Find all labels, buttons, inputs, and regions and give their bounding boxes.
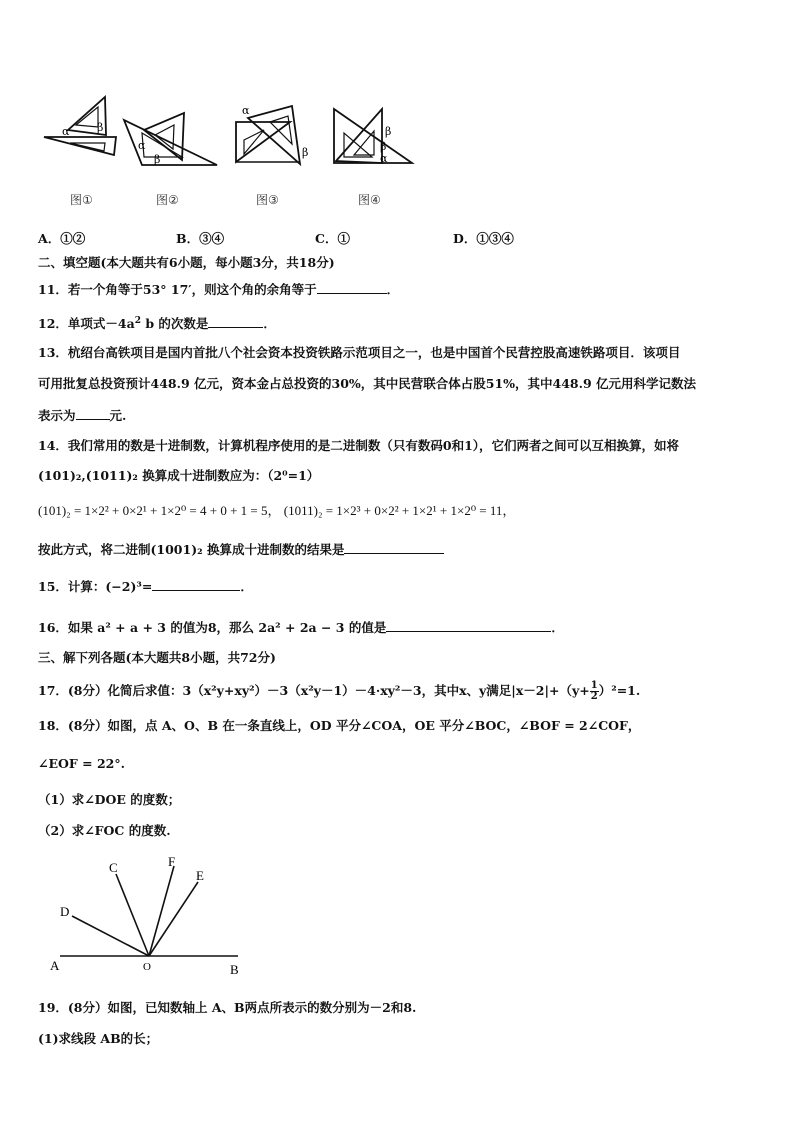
question-14-line-1: 14．我们常用的数是十进制数，计算机程序使用的是二进制数（只有数码0和1），它们两者之间可以互相换算，如将 — [38, 438, 680, 453]
beta-label: β — [154, 153, 161, 166]
q14-example-1: (101)₂ = 1×2² + 0×2¹ + 1×2⁰ = 4 + 0 + 1 = 5， — [38, 503, 281, 518]
alpha-label: α — [62, 125, 70, 138]
alpha-label: α — [380, 152, 388, 165]
q12-pre: 12．单项式－4a — [38, 316, 135, 332]
section-2-heading: 二、填空题(本大题共有6小题，每小题3分，共18分) — [38, 255, 335, 270]
q14-example-2: (1011)₂ = 1×2³ + 0×2² + 1×2¹ + 1×2⁰ = 11， — [283, 503, 516, 518]
q11-text: 11．若一个角等于53° 17′，则这个角的余角等于 — [38, 282, 317, 297]
q12-end: ． — [263, 316, 276, 332]
question-11 — [38, 281, 399, 298]
q16-pre: 16．如果 a² + a + 3 的值为8，那么 2a² + 2a − 3 的值是 — [38, 620, 387, 635]
q12-mid: b 的次数是 — [140, 316, 209, 332]
question-19-part-1: (1)求线段 AB的长； — [38, 1031, 159, 1046]
q12-exponent: 2 — [134, 316, 141, 326]
question-12 — [38, 313, 276, 332]
question-18-part-2: （2）求∠FOC 的度数. — [38, 823, 171, 838]
beta-label: β — [97, 121, 104, 134]
figure-3-caption: 图③ — [256, 193, 279, 207]
choice-b: B．③④ — [176, 231, 225, 246]
angle-figure — [44, 852, 254, 978]
q13-line3-end: 元. — [109, 408, 127, 423]
choice-d: D．①③④ — [453, 231, 514, 246]
figure-4-set-squares — [330, 105, 416, 167]
alpha-label: α — [138, 139, 146, 152]
q14-answer-blank — [344, 541, 444, 554]
label-e: E — [196, 868, 204, 883]
question-18-line-2: ∠EOF = 22°. — [38, 756, 125, 771]
question-14-line-2: (101)₂,(1011)₂ 换算成十进制数应为：（2⁰=1） — [38, 468, 320, 483]
q17-post: ）²=1. — [598, 683, 641, 698]
question-18-part-1: （1）求∠DOE 的度数； — [38, 792, 181, 807]
question-19-line-1: 19．(8分）如图，已知数轴上 A、B两点所表示的数分别为－2和8. — [38, 1000, 417, 1015]
figure-4-caption: 图④ — [358, 193, 381, 207]
q11-end: ． — [386, 282, 400, 297]
q17-fraction — [590, 681, 599, 702]
question-14-line-4 — [38, 541, 444, 558]
q14-prompt: 按此方式，将二进制(1001)₂ 换算成十进制数的结果是 — [38, 542, 345, 557]
beta-label-2: β — [380, 140, 387, 153]
q16-end: ． — [551, 620, 564, 635]
question-16 — [38, 619, 564, 636]
q12-answer-blank — [208, 315, 263, 328]
q17-pre: 17．(8分）化简后求值：3（x²y+xy²）－3（x²y－1）－4·xy²－3，其中x、y满足|x－2|+（y+ — [38, 683, 590, 698]
q15-answer-blank — [152, 578, 240, 591]
label-f: F — [168, 854, 176, 869]
label-c: C — [109, 860, 118, 875]
figure-2-caption: 图② — [156, 193, 179, 207]
figure-1-set-squares — [40, 95, 120, 160]
choice-a: A．①② — [38, 231, 86, 246]
q16-answer-blank — [386, 619, 551, 632]
q17-frac-num: 1 — [590, 680, 598, 691]
alpha-label: α — [242, 104, 250, 117]
question-13-line-1: 13．杭绍台高铁项目是国内首批八个社会资本投资铁路示范项目之一，也是中国首个民营控股高速铁路项目．该项目 — [38, 345, 681, 360]
figure-3-set-squares — [230, 100, 320, 168]
q11-answer-blank — [317, 281, 387, 294]
label-a: A — [50, 958, 60, 973]
beta-label: β — [302, 146, 309, 159]
q13-answer-blank — [76, 407, 110, 420]
label-o: O — [143, 961, 151, 973]
q15-end: ． — [240, 579, 253, 594]
label-d: D — [60, 904, 70, 919]
label-b: B — [230, 962, 239, 977]
question-13-line-3 — [38, 407, 126, 424]
section-3-heading: 三、解下列各题(本大题共8小题，共72分) — [38, 650, 276, 665]
figure-1-caption: 图① — [70, 193, 93, 207]
question-15 — [38, 578, 253, 595]
q13-line3: 表示为 — [38, 408, 76, 423]
question-17 — [38, 681, 640, 702]
beta-label: β — [385, 125, 392, 138]
question-18-line-1: 18．(8分）如图，点 A、O、B 在一条直线上，OD 平分∠COA，OE 平分∠BOC，∠BOF = 2∠COF， — [38, 718, 641, 733]
question-13-line-2: 可用批复总投资预计448.9 亿元，资本金占总投资的30%，其中民营联合体占股51%，其中448.9 亿元用科学记数法 — [38, 376, 697, 391]
choice-c: C．① — [315, 231, 350, 246]
q17-frac-den: 2 — [590, 691, 598, 702]
q15-text: 15．计算：(−2)³= — [38, 579, 153, 594]
figure-2-set-squares — [122, 105, 224, 170]
question-14-line-3 — [38, 503, 515, 519]
